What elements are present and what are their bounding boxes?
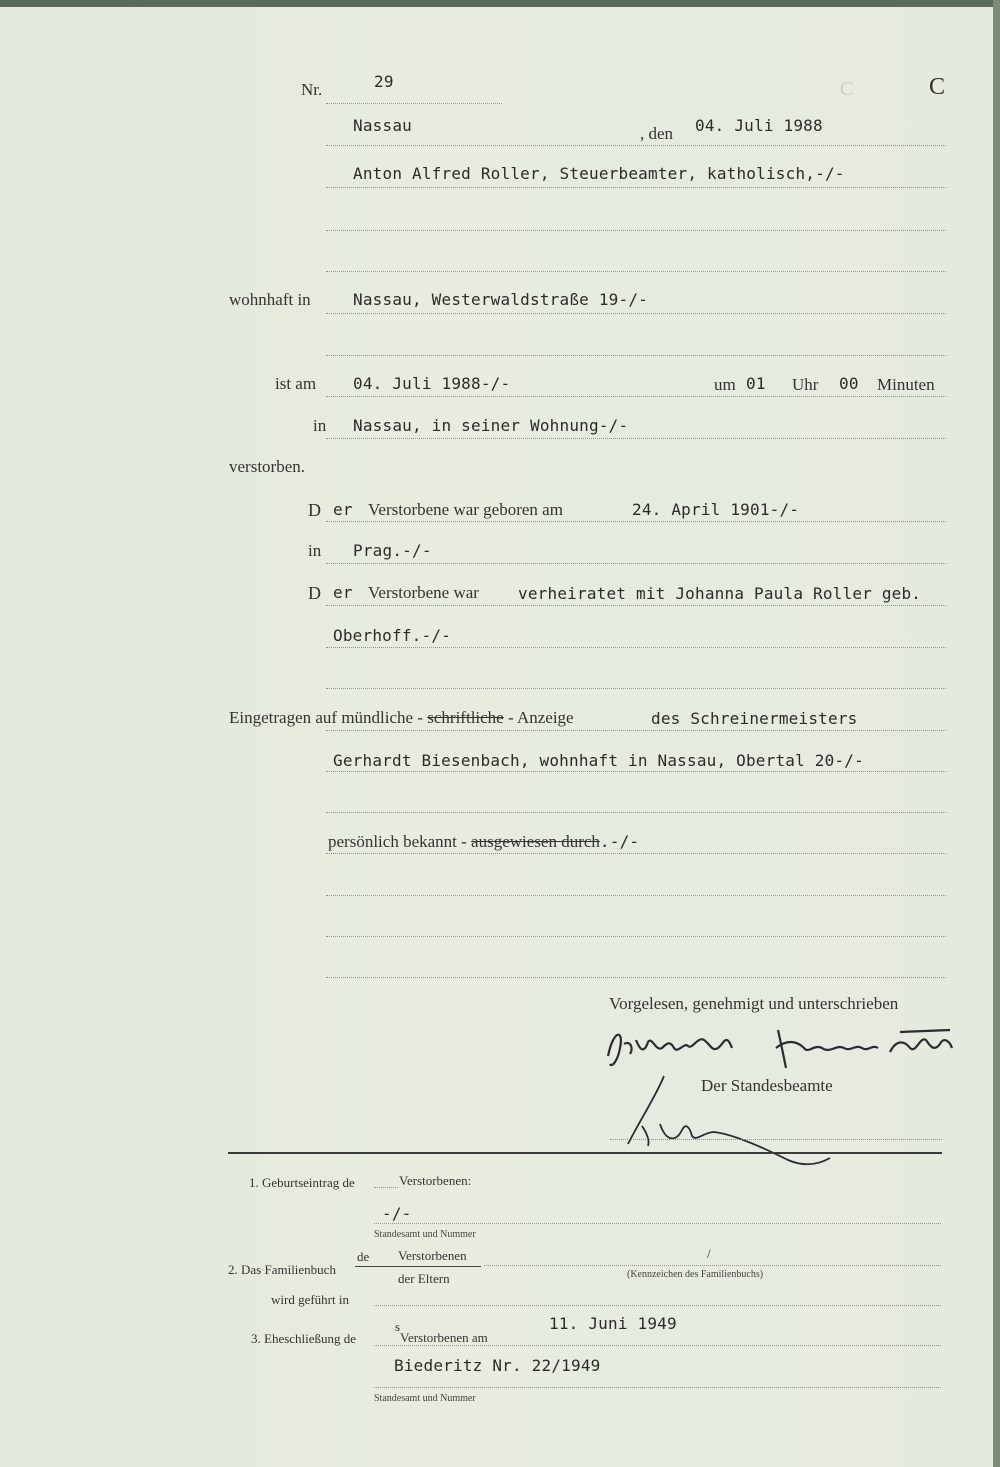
- registration-label-b: - Anzeige: [507, 708, 574, 727]
- family-code-label: (Kennzeichen des Familienbuchs): [627, 1269, 764, 1280]
- identity-label: [328, 832, 639, 852]
- marriage-text: Verstorbene war: [368, 583, 479, 602]
- informant-line-1: des Schreinermeisters: [651, 709, 858, 728]
- blank-line: [326, 230, 946, 231]
- birth-place-label: in: [308, 541, 322, 560]
- informant-line-2: Gerhardt Biesenbach, wohnhaft in Nassau, Obertal 20-/-: [333, 751, 864, 770]
- family-book-label: 2. Das Familienbuch: [228, 1262, 336, 1277]
- birth-d-label: D: [308, 500, 321, 520]
- um-label: um: [714, 375, 736, 394]
- family-slash: /: [707, 1246, 711, 1261]
- identity-tail: .-/-: [599, 832, 640, 851]
- marriage-date-value: 11. Juni 1949: [549, 1314, 677, 1333]
- official-signature-line: [610, 1139, 942, 1140]
- blank-line: [326, 977, 946, 978]
- residence-line: [326, 313, 946, 314]
- death-place-line: [326, 438, 946, 439]
- blank-line: [326, 812, 946, 813]
- place-date-line: [326, 145, 946, 146]
- residence-label: wohnhaft in: [229, 290, 311, 309]
- marriage-er: er: [333, 583, 353, 602]
- blank-line: [326, 895, 946, 896]
- death-date-line: [326, 396, 946, 397]
- birth-entry-label: 1. Geburtseintrag de: [249, 1175, 355, 1190]
- deceased-name-line: Anton Alfred Roller, Steuerbeamter, katholisch,-/-: [353, 164, 845, 183]
- nr-value: 29: [374, 72, 394, 91]
- spouse-line: [326, 605, 946, 606]
- birth-entry-value: -/-: [382, 1204, 412, 1223]
- official-signature: [620, 1070, 840, 1175]
- marriage-sublabel: Standesamt und Nummer: [374, 1393, 476, 1404]
- death-place-label: in: [313, 416, 327, 435]
- marriage-entry-fill: Verstorbenen am: [400, 1330, 488, 1345]
- birth-date-value: 24. April 1901-/-: [632, 500, 800, 519]
- minuten-label: Minuten: [877, 375, 935, 394]
- registration-label: [229, 708, 574, 728]
- informant-line: [326, 730, 946, 731]
- informant-line: [326, 771, 946, 772]
- marriage-entry-label: 3. Eheschließung de: [251, 1331, 357, 1346]
- identity-line: [326, 853, 946, 854]
- death-place-value: Nassau, in seiner Wohnung-/-: [353, 416, 629, 435]
- registration-struck: schriftliche: [427, 708, 504, 727]
- birth-entry-dots: [374, 1187, 398, 1188]
- birth-er: er: [333, 500, 353, 519]
- section-divider: [228, 1152, 942, 1154]
- read-approved-text: Vorgelesen, genehmigt und unterschrieben: [609, 994, 899, 1013]
- uhr-label: Uhr: [792, 375, 819, 394]
- death-minutes: 00: [839, 374, 859, 393]
- spouse-line: [326, 647, 946, 648]
- informant-signature: [600, 1018, 960, 1070]
- family-code-line: [484, 1265, 941, 1266]
- identity-struck: ausgewiesen durch: [471, 832, 600, 851]
- family-opt-deceased: Verstorbenen: [398, 1248, 467, 1263]
- marriage-date-line: [374, 1345, 941, 1346]
- verstorben-label: verstorben.: [229, 457, 306, 476]
- page-top-edge: [0, 0, 1000, 7]
- family-de: de: [357, 1249, 370, 1264]
- family-kept-line: [374, 1305, 941, 1306]
- blank-line: [326, 688, 946, 689]
- family-kept-label: wird geführt in: [271, 1292, 349, 1307]
- family-opt-parents: der Eltern: [398, 1271, 450, 1286]
- marriage-place-value: Biederitz Nr. 22/1949: [394, 1356, 601, 1375]
- form-letter: C: [929, 74, 946, 100]
- identity-known: persönlich bekannt -: [328, 832, 467, 851]
- death-date-label: ist am: [275, 374, 317, 393]
- spouse-line-2: Oberhoff.-/-: [333, 626, 451, 645]
- marriage-entry-s: s: [395, 1319, 401, 1334]
- place-value: Nassau: [353, 116, 412, 135]
- birth-text: Verstorbene war geboren am: [368, 500, 563, 519]
- birth-place-value: Prag.-/-: [353, 541, 432, 560]
- residence-value: Nassau, Westerwaldstraße 19-/-: [353, 290, 648, 309]
- name-line: [326, 187, 946, 188]
- marriage-d-label: D: [308, 583, 321, 603]
- bleed-through-text: C: [840, 78, 854, 100]
- blank-line: [326, 271, 946, 272]
- blank-line: [326, 355, 946, 356]
- death-hour: 01: [746, 374, 766, 393]
- official-label: Der Standesbeamte: [701, 1076, 833, 1095]
- family-fraction-line: [355, 1266, 481, 1267]
- marriage-place-line: [374, 1387, 941, 1388]
- page-right-edge: [993, 0, 1000, 1467]
- registration-label-a: Eingetragen auf mündliche -: [229, 708, 424, 727]
- den-label: , den: [640, 124, 674, 143]
- death-date-value: 04. Juli 1988-/-: [353, 374, 511, 393]
- nr-label: Nr.: [301, 80, 323, 99]
- spouse-line-1: verheiratet mit Johanna Paula Roller geb.: [518, 584, 922, 603]
- birth-date-line: [326, 521, 946, 522]
- birth-place-line: [326, 563, 946, 564]
- date-value: 04. Juli 1988: [695, 116, 823, 135]
- birth-entry-line: [374, 1223, 941, 1224]
- blank-line: [326, 936, 946, 937]
- nr-line: [326, 103, 502, 104]
- birth-entry-fill: Verstorbenen:: [399, 1173, 472, 1188]
- birth-entry-sublabel: Standesamt und Nummer: [374, 1229, 476, 1240]
